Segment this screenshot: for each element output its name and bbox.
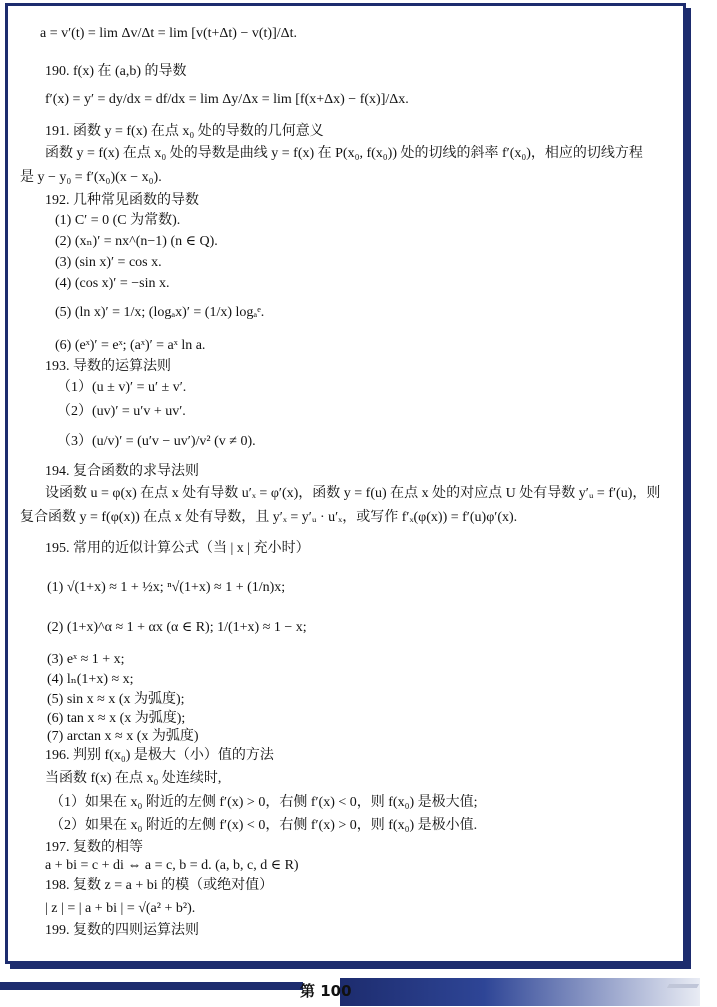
formula-197: a + bi = c + di ⇔ a = c, b = d. (a, b, c, d ∈ R)	[45, 858, 299, 873]
paragraph-194-cont: 复合函数 y = f(φ(x)) 在点 x 处有导数，且 y′ₓ = y′ᵤ · u′ₓ，或写作 f′ₓ(φ(x)) = f′(u)φ′(x).	[20, 510, 518, 525]
heading-190: 190. f(x) 在 (a,b) 的导数	[45, 64, 187, 79]
item-193-3: （3）(u/v)′ = (u′v − uv′)/v² (v ≠ 0).	[57, 434, 256, 449]
item-192-2: (2) (xₙ)′ = nx^(n−1) (n ∈ Q).	[55, 234, 218, 249]
item-195-4: (4) lₙ(1+x) ≈ x;	[47, 672, 134, 687]
item-195-7: (7) arctan x ≈ x (x 为弧度)	[47, 729, 199, 744]
heading-194: 194. 复合函数的求导法则	[45, 464, 199, 479]
paragraph-191-cont: 是 y − y₀ = f′(x₀)(x − x₀).	[20, 170, 162, 185]
formula-198: | z | = | a + bi | = √(a² + b²).	[45, 901, 196, 916]
item-196-2: （2）如果在 x₀ 附近的左侧 f′(x) < 0，右侧 f′(x) > 0，则 f(x₀) 是极小值.	[50, 818, 478, 833]
paragraph-194: 设函数 u = φ(x) 在点 x 处有导数 u′ₓ = φ′(x)，函数 y = f(u) 在点 x 处的对应点 U 处有导数 y′ᵤ = f′(u)，则	[45, 486, 661, 501]
heading-191: 191. 函数 y = f(x) 在点 x₀ 处的导数的几何意义	[45, 124, 324, 139]
page-footer	[0, 972, 717, 1007]
paragraph-191: 函数 y = f(x) 在点 x₀ 处的导数是曲线 y = f(x) 在 P(x₀, f(x₀)) 处的切线的斜率 f′(x₀)，相应的切线方程	[45, 146, 643, 161]
footer-wedge	[340, 978, 700, 1006]
item-195-6: (6) tan x ≈ x (x 为弧度);	[47, 711, 186, 726]
heading-195: 195. 常用的近似计算公式（当 | x | 充小时）	[45, 541, 310, 556]
heading-198: 198. 复数 z = a + bi 的模（或绝对值）	[45, 878, 274, 893]
item-192-4: (4) (cos x)′ = −sin x.	[55, 276, 170, 291]
item-195-3: (3) eˣ ≈ 1 + x;	[47, 652, 125, 667]
formula-velocity: a = v′(t) = lim Δv/Δt = lim [v(t+Δt) − v(t)]/Δt.	[40, 26, 298, 41]
paragraph-196: 当函数 f(x) 在点 x₀ 处连续时,	[45, 771, 222, 786]
formula-derivative-def: f′(x) = y′ = dy/dx = df/dx = lim Δy/Δx = lim [f(x+Δx) − f(x)]/Δx.	[45, 92, 409, 107]
item-192-3: (3) (sin x)′ = cos x.	[55, 255, 162, 270]
heading-197: 197. 复数的相等	[45, 840, 143, 855]
item-193-2: （2）(uv)′ = u′v + uv′.	[57, 404, 186, 419]
item-195-2: (2) (1+x)^α ≈ 1 + αx (α ∈ R); 1/(1+x) ≈ 1 − x;	[47, 620, 307, 635]
corner-mark	[667, 984, 699, 988]
item-195-1: (1) √(1+x) ≈ 1 + ½x; ⁿ√(1+x) ≈ 1 + (1/n)x;	[47, 580, 286, 595]
page-number: 第 100	[300, 982, 352, 1000]
item-192-1: (1) C′ = 0 (C 为常数).	[55, 213, 181, 228]
item-192-6: (6) (eˣ)′ = eˣ; (aˣ)′ = aˣ ln a.	[55, 338, 206, 353]
item-193-1: （1）(u ± v)′ = u′ ± v′.	[57, 380, 187, 395]
heading-192: 192. 几种常见函数的导数	[45, 193, 199, 208]
heading-193: 193. 导数的运算法则	[45, 359, 171, 374]
item-196-1: （1）如果在 x₀ 附近的左侧 f′(x) > 0，右侧 f′(x) < 0，则 f(x₀) 是极大值;	[50, 795, 478, 810]
heading-199: 199. 复数的四则运算法则	[45, 923, 199, 938]
heading-196: 196. 判别 f(x₀) 是极大（小）值的方法	[45, 748, 274, 763]
footer-bar	[0, 982, 303, 990]
item-195-5: (5) sin x ≈ x (x 为弧度);	[47, 692, 185, 707]
item-192-5: (5) (ln x)′ = 1/x; (logₐx)′ = (1/x) logₐᵉ.	[55, 305, 265, 320]
